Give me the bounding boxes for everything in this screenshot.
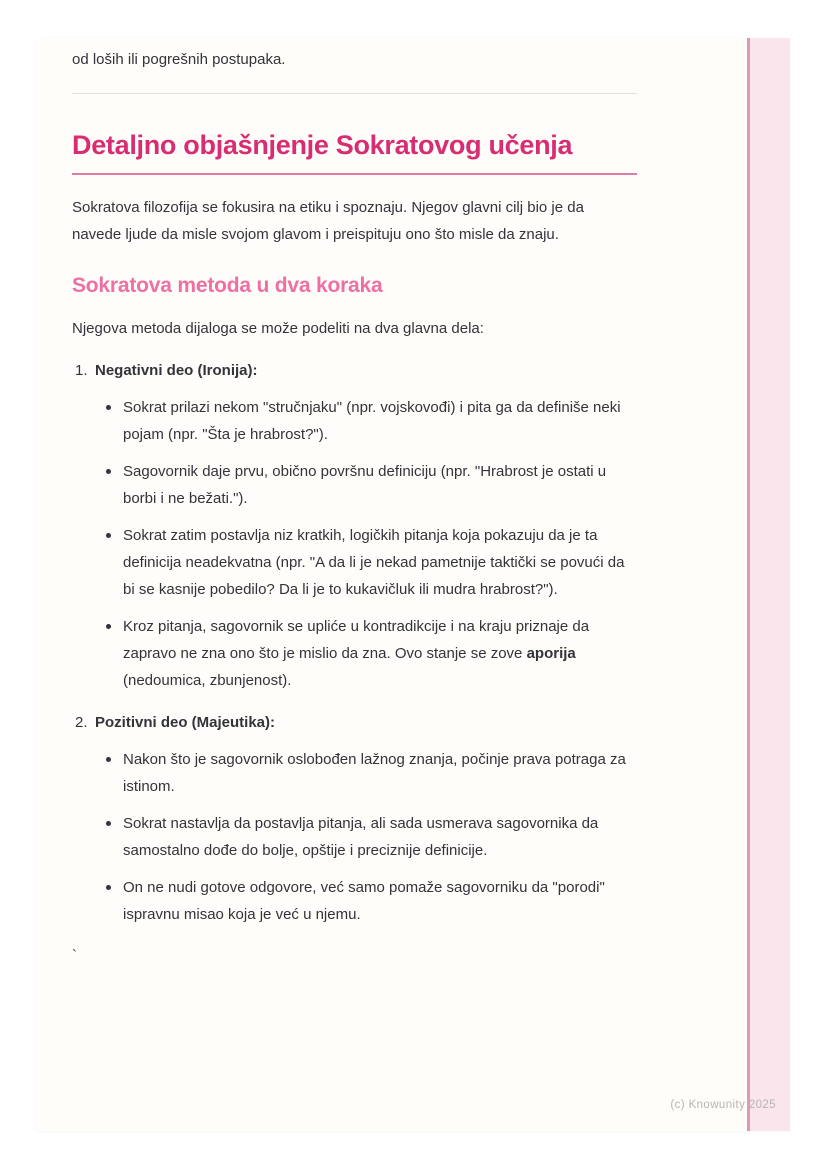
- list-item: Nakon što je sagovornik oslobođen lažnog znanja, počinje prava potraga za istinom.: [123, 746, 637, 800]
- bullet-list-negative: [72, 394, 637, 694]
- bullet-text-post: (nedoumica, zbunjenost).: [123, 672, 292, 689]
- bullet-text-bold-term: aporija: [526, 645, 576, 662]
- stray-backtick-character: `: [72, 947, 77, 964]
- list-item-2-title: Pozitivni deo (Majeutika):: [95, 714, 276, 731]
- section-subtitle: Sokratova metoda u dva koraka: [72, 274, 383, 297]
- method-paragraph: Njegova metoda dijaloga se može podeliti na dva glavna dela:: [72, 320, 484, 337]
- intro-paragraph: Sokratova filozofija se fokusira na etiku i spoznaju. Njegov glavni cilj bio je da navede ljude da misle svojom glavom i preispituju ono što misle da znaju.: [72, 199, 584, 243]
- document-page: [36, 38, 790, 1131]
- bullet-list-positive: [72, 746, 637, 928]
- carryover-paragraph-fragment: od loših ili pogrešnih postupaka.: [72, 51, 286, 68]
- list-item: Sokrat nastavlja da postavlja pitanja, ali sada usmerava sagovornika da samostalno dođe do bolje, opštije i preciznije definicije.: [123, 810, 637, 864]
- list-item-1-heading: [72, 357, 637, 384]
- list-item: On ne nudi gotove odgovore, već samo pomaže sagovorniku da "porodi" ispravnu misao koja je već u njemu.: [123, 874, 637, 928]
- list-item: Sokrat zatim postavlja niz kratkih, logičkih pitanja koja pokazuju da je ta definicija neadekvatna (npr. "A da li je nekad pametnije taktički se povući da bi se kasnije pobedilo? Da li je to kukavičluk ili mudra hrabrost?").: [123, 522, 637, 603]
- list-item: Sokrat prilazi nekom "stručnjaku" (npr. vojskovođi) i pita ga da definiše neki pojam (npr. "Šta je hrabrost?").: [123, 394, 637, 448]
- section-divider: [72, 93, 637, 94]
- bullet-text-pre: Kroz pitanja, sagovornik se upliće u kontradikcije i na kraju priznaje da zapravo ne zna ono što je mislio da zna. Ovo stanje se zove: [123, 618, 590, 662]
- list-item-1-title: Negativni deo (Ironija):: [95, 362, 258, 379]
- numbered-list: [72, 357, 637, 928]
- title-underline: [72, 173, 637, 175]
- list-item-2-number: 2.: [75, 714, 88, 731]
- page-edge-stripe: [747, 38, 790, 1131]
- list-item-2-heading: [72, 709, 637, 736]
- list-item-1-number: 1.: [75, 362, 88, 379]
- list-item: [123, 613, 637, 694]
- page-title: Detaljno objašnjenje Sokratovog učenja: [72, 130, 573, 160]
- watermark-copyright: (c) Knowunity 2025: [670, 1099, 776, 1111]
- page-content: [72, 38, 637, 969]
- list-item: Sagovornik daje prvu, obično površnu definiciju (npr. "Hrabrost je ostati u borbi i ne bežati.").: [123, 458, 637, 512]
